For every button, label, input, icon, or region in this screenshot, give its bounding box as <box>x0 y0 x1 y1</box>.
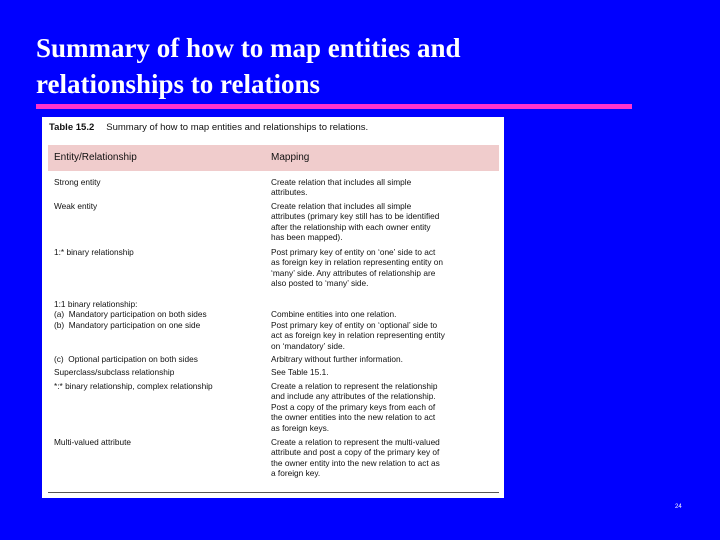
table-number: Table 15.2 <box>49 122 95 133</box>
header-mapping: Mapping <box>271 152 310 163</box>
slide-title-line-1: Summary of how to map entities and <box>36 33 461 63</box>
row-mapping-cell: Combine entities into one relation. Post primary key of entity on ‘optional’ side to act as foreign key in relation representing entity on ‘mandatory’ side. <box>271 309 445 351</box>
row-entity-cell: Strong entity <box>54 177 101 187</box>
row-mapping-cell: See Table 15.1. <box>271 367 329 377</box>
row-entity-cell: Multi-valued attribute <box>54 437 132 447</box>
table-header <box>48 145 499 171</box>
slide-title <box>36 30 676 102</box>
row-entity-cell: 1:1 binary relationship: (a) Mandatory participation on both sides (b) Mandatory participation on one side <box>54 299 207 330</box>
row-entity-cell: Superclass/subclass relationship <box>54 367 175 377</box>
page-number: 24 <box>675 504 682 510</box>
row-entity-cell: (c) Optional participation on both sides <box>54 354 198 364</box>
row-mapping-cell: Create a relation to represent the multi-valued attribute and post a copy of the primary key of the owner entity into the new relation to act as a foreign key. <box>271 437 440 479</box>
row-entity-cell: *:* binary relationship, complex relationship <box>54 381 213 391</box>
table-bottom-rule <box>48 492 499 493</box>
row-mapping-cell: Arbitrary without further information. <box>271 354 403 364</box>
summary-table-figure <box>42 117 504 498</box>
row-mapping-cell: Post primary key of entity on ‘one’ side to act as foreign key in relation representing entity on ‘many’ side. Any attributes of relationship are also posted to ‘many’ side. <box>271 247 444 289</box>
table-caption-text: Summary of how to map entities and relationships to relations. <box>106 122 369 133</box>
row-entity-cell: Weak entity <box>54 201 98 211</box>
table-caption <box>49 122 368 133</box>
row-entity-cell: 1:* binary relationship <box>54 247 134 257</box>
header-entity-relationship: Entity/Relationship <box>54 152 137 163</box>
row-mapping-cell: Create relation that includes all simple attributes (primary key still has to be identified after the relationship with each owner entity has been mapped). <box>271 201 440 243</box>
row-mapping-cell: Create relation that includes all simple attributes. <box>271 177 412 198</box>
row-mapping-cell: Create a relation to represent the relationship and include any attributes of the relationship. Post a copy of the primary keys from each of the owner entities into the new relation to act as foreign keys. <box>271 381 438 433</box>
title-underline <box>36 104 632 109</box>
slide-title-line-2: relationships to relations <box>36 69 321 99</box>
